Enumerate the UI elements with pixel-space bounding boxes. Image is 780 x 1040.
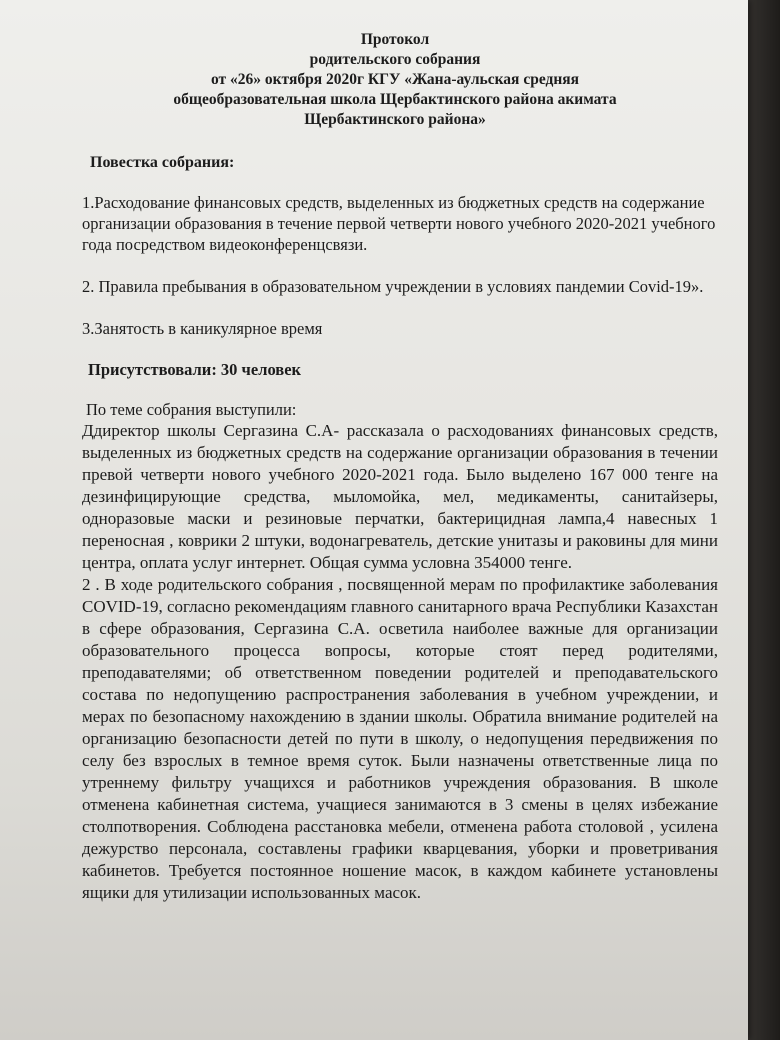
agenda-list bbox=[82, 192, 718, 339]
title-line: Протокол bbox=[360, 31, 430, 48]
speech-paragraph-1: Ддиректор школы Сергазина С.А- рассказала о расходованиях финансовых средств, выделенных из бюджетных средств на содержание организации образования в течении превой четверти нового учебного 2020-2021 года. Было выделено 167 000 тенге на дезинфицирующие средства, мыломойка, мел, медикаменты, санитайзеры, одноразовые маски и резиновые перчатки, бактерицидная лампа,4 навесных 1 переносная , коврики 2 штуки, водонагреватель, детские унитазы и раковины для мини центра, оплата услуг интернет. Общая сумма условна 354000 тенге. bbox=[82, 421, 718, 572]
agenda-item: 2. Правила пребывания в образовательном учреждении в условиях пандемии Covid-19». bbox=[82, 277, 704, 296]
agenda-item: 1.Расходование финансовых средств, выделенных из бюджетных средств на содержание организации образования в течение первой четверти нового учебного 2020-2021 учебного года посредством видеоконференцсвязи. bbox=[82, 193, 716, 254]
speakers-heading: По теме собрания выступили: bbox=[86, 400, 297, 419]
document-title bbox=[72, 30, 718, 130]
title-line: Щербактинского района» bbox=[304, 111, 486, 128]
title-line: от «26» октября 2020г КГУ «Жана-аульская средняя bbox=[210, 71, 580, 88]
attendance-line: Присутствовали: 30 человек bbox=[88, 360, 302, 379]
title-line: родительского собрания bbox=[309, 51, 481, 68]
document-body bbox=[82, 30, 718, 904]
speech-paragraph-2: 2 . В ходе родительского собрания , посвященной мерам по профилактике заболевания COVID-19, согласно рекомендациям главного санитарного врача Республики Казахстан в сфере образования, Сергазина С.А. осветила наиболее важные для организации образовательного процесса вопросы, которые стоят перед родителями, преподавателями; об ответственном поведении родителей и преподавательского состава по недопущению распространения заболевания в учебном учреждении, и мерах по безопасному нахождению в здании школы. Обратила внимание родителей на организацию безопасности детей по пути в школу, о недопущения передвижения по селу без взрослых в темное время суток. Были назначены ответственные лица по утреннему фильтру учащихся и работников учреждения образования. В школе отменена кабинетная система, учащиеся занимаются в 3 смены в целях избежание столпотворения. Соблюдена расстановка мебели, отменена работа столовой , усилена дежурство персонала, составлены графики кварцевания, уборки и проветривания кабинетов. Требуется постоянное ношение масок, в каждом кабинете установлены ящики для утилизации использованных масок. bbox=[82, 575, 718, 902]
agenda-item: 3.Занятость в каникулярное время bbox=[82, 319, 323, 338]
title-line: общеобразовательная школа Щербактинского района акимата bbox=[173, 91, 617, 108]
agenda-heading: Повестка собрания: bbox=[90, 154, 235, 171]
